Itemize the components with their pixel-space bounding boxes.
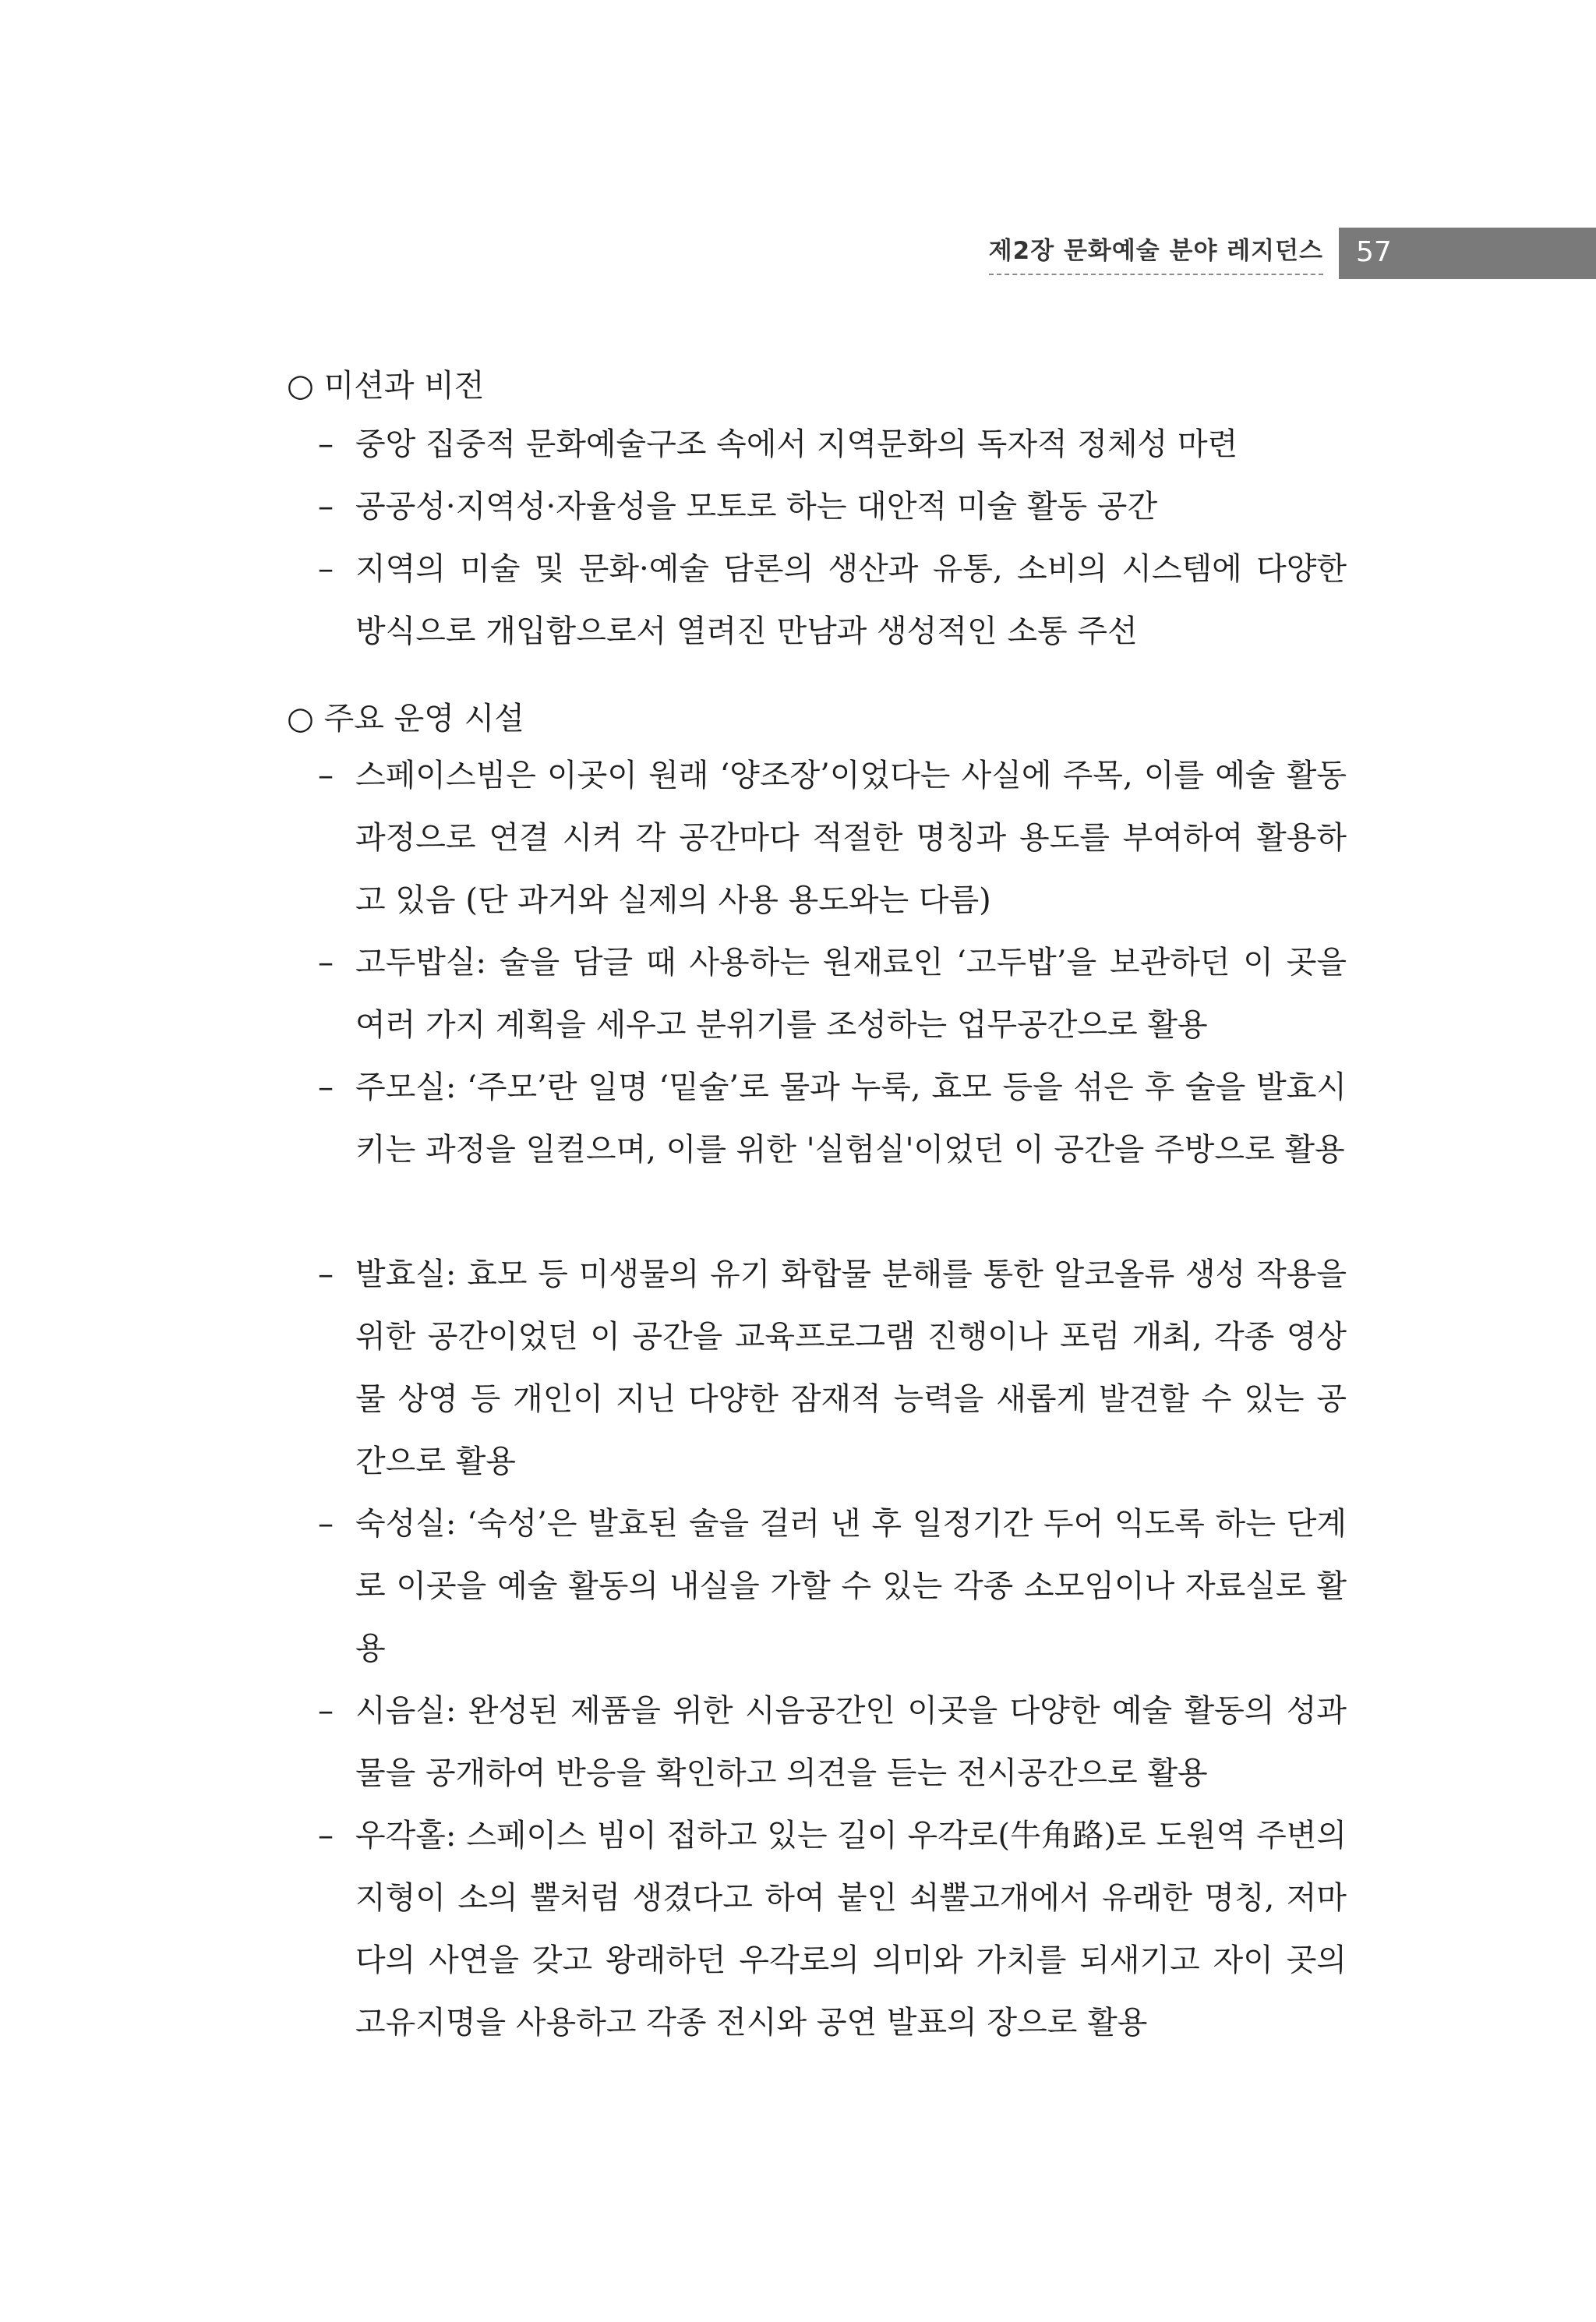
chapter-title: 제2장 문화예술 분야 레지던스 [989,231,1323,275]
list-item-text: 우각홀: 스페이스 빔이 접하고 있는 길이 우각로(牛角路)로 도원역 주변의 지형이 소의 뿔처럼 생겼다고 하여 붙인 쇠뿔고개에서 유래한 명칭, 저마다의 사연을 갖고 왕래하던 우각로의 의미와 가치를 되새기고 자이 곳의 고유지명을 사용하고 각종 전시와 공연 발표의 장으로 활용 [355,1818,1347,2041]
section-heading-mission-vision: ○ 미션과 비전 [287,368,485,404]
dash-marker: – [318,1693,334,1729]
list-item [318,931,1347,1056]
list-item-text: 발효실: 효모 등 미생물의 유기 화합물 분해를 통한 알코올류 생성 작용을 위한 공간이었던 이 공간을 교육프로그램 진행이나 포럼 개최, 각종 영상물 상영 등 개인이 지닌 다양한 잠재적 능력을 새롭게 발견할 수 있는 공간으로 활용 [355,1256,1347,1479]
section-heading-main-facilities: ○ 주요 운영 시설 [287,701,524,737]
list-item [318,413,1347,475]
dash-marker: – [318,1069,334,1105]
list-item-text: 스페이스빔은 이곳이 원래 ‘양조장’이었다는 사실에 주목, 이를 예술 활동 과정으로 연결 시켜 각 공간마다 적절한 명칭과 용도를 부여하여 활용하고 있음 (단 과거와 실제의 사용 용도와는 다름) [355,758,1347,918]
list-item-text: 숙성실: ‘숙성’은 발효된 술을 걸러 낸 후 일정기간 두어 익도록 하는 단계로 이곳을 예술 활동의 내실을 가할 수 있는 각종 소모임이나 자료실로 활용 [355,1506,1347,1666]
list-item [318,538,1347,663]
list-item-text: 중앙 집중적 문화예술구조 속에서 지역문화의 독자적 정체성 마련 [355,426,1238,462]
list-item [318,1680,1347,1804]
list-item [318,475,1347,538]
list-item-text: 지역의 미술 및 문화·예술 담론의 생산과 유통, 소비의 시스템에 다양한 방식으로 개입함으로서 열려진 만남과 생성적인 소통 주선 [355,551,1347,649]
list-item [318,1056,1347,1181]
dash-marker: – [318,758,334,793]
page-header [0,228,1596,282]
list-item [318,1493,1347,1680]
list-item-text: 주모실: ‘주모’란 일명 ‘밑술’로 물과 누룩, 효모 등을 섞은 후 술을 발효시키는 과정을 일컬으며, 이를 위한 '실험실'이었던 이 공간을 주방으로 활용 [355,1069,1347,1168]
list-item-text: 시음실: 완성된 제품을 위한 시음공간인 이곳을 다양한 예술 활동의 성과물을 공개하여 반응을 확인하고 의견을 듣는 전시공간으로 활용 [355,1693,1347,1791]
dash-marker: – [318,1506,334,1542]
list-item [318,1804,1347,2054]
dash-marker: – [318,945,334,981]
dash-marker: – [318,489,334,525]
dash-marker: – [318,1256,334,1292]
page-number: 57 [1356,236,1392,268]
list-item [318,744,1347,931]
list-item-text: 공공성·지역성·자율성을 모토로 하는 대안적 미술 활동 공간 [355,489,1158,525]
list-item-text: 고두밥실: 술을 담글 때 사용하는 원재료인 ‘고두밥’을 보관하던 이 곳을 여러 가지 계획을 세우고 분위기를 조성하는 업무공간으로 활용 [355,945,1347,1043]
dash-marker: – [318,551,334,587]
dash-marker: – [318,426,334,462]
list-item [318,1243,1347,1493]
dash-marker: – [318,1818,334,1854]
page-number-box [1339,228,1596,279]
